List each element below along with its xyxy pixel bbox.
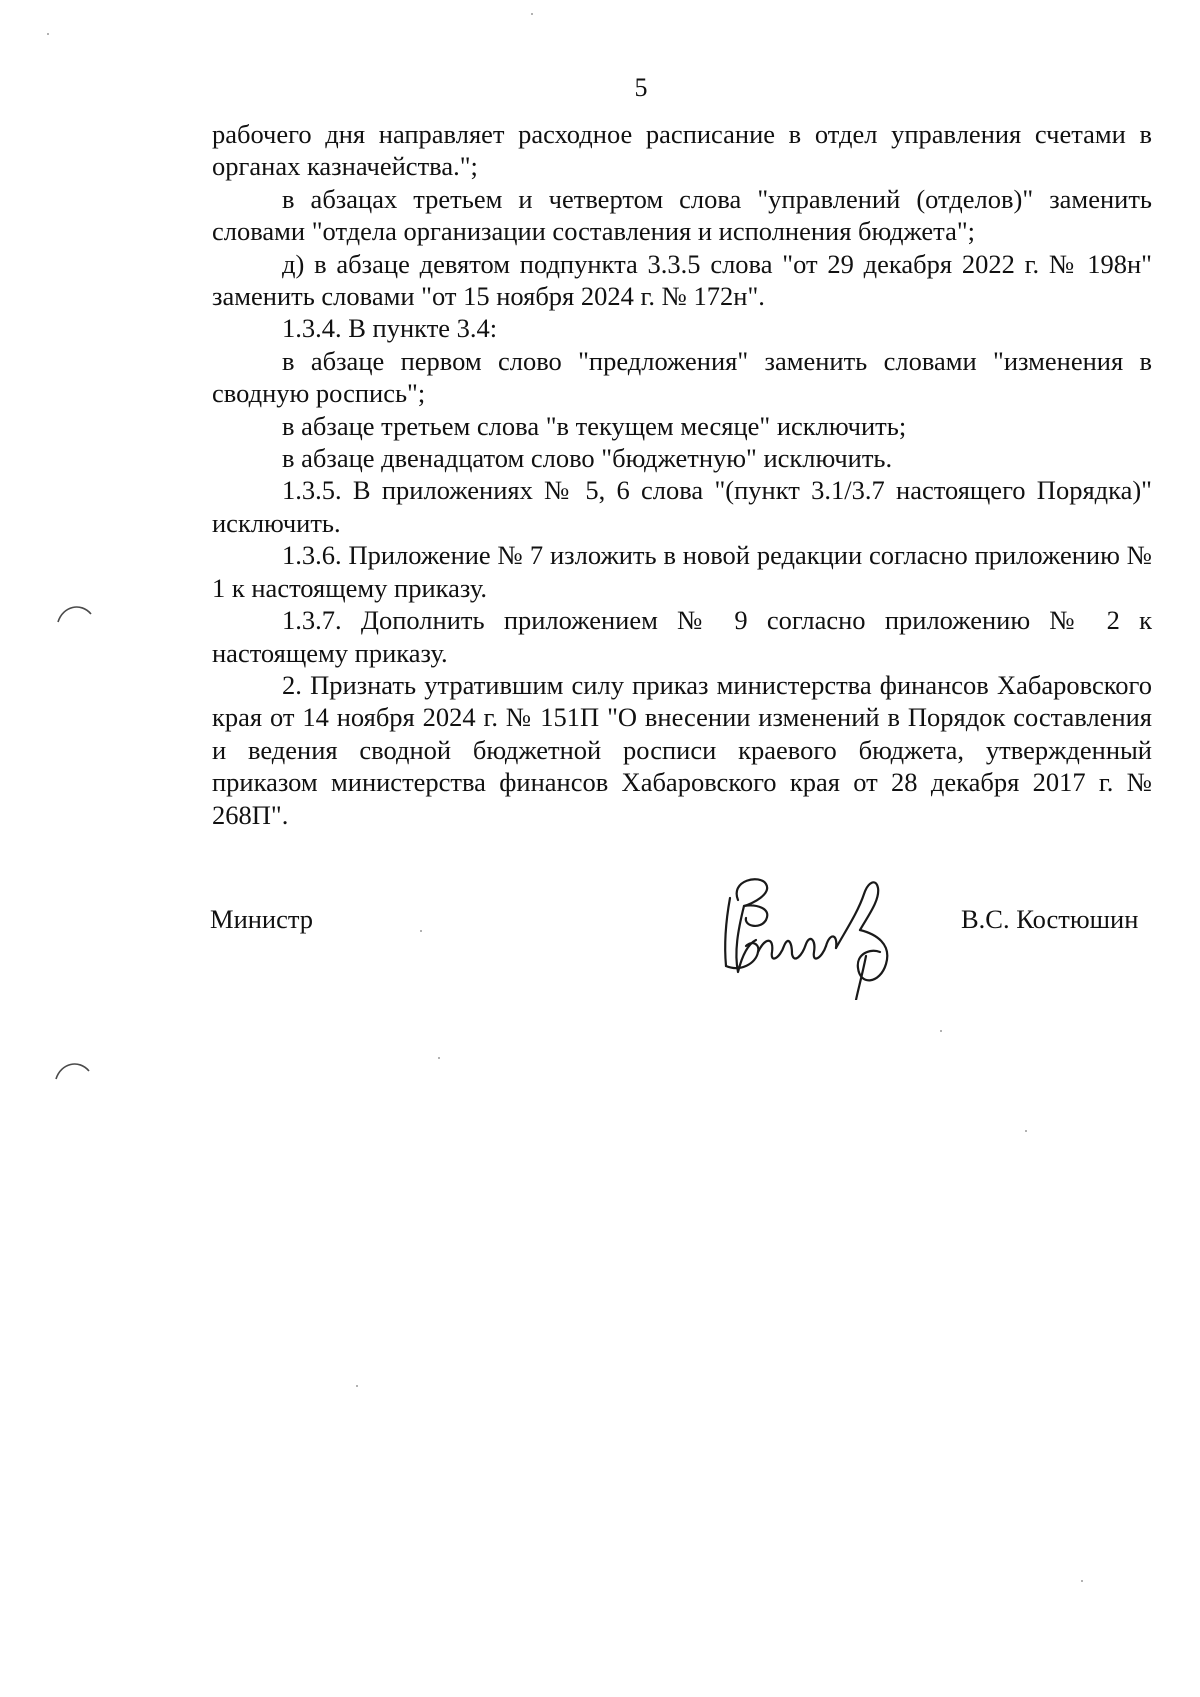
signatory-name: В.С. Костюшин [961,904,1139,934]
scan-speck [47,33,49,35]
paragraph-8: 1.3.5. В приложениях № 5, 6 слова "(пункт 3.1/3.7 настоящего Порядка)" исключить. [212,475,1152,538]
paragraph-3: д) в абзаце девятом подпункта 3.3.5 слова "от 29 декабря 2022 г. № 198н" заменить словами "от 15 ноября 2024 г. № 172н". [212,248,1152,312]
scan-speck [438,1057,440,1059]
paragraph-9: 1.3.6. Приложение № 7 изложить в новой редакции согласно приложению № 1 к настоящему приказу. [212,540,1152,603]
paragraph-7: в абзаце двенадцатом слово "бюджетную" исключить. [282,443,893,474]
paragraph-2: в абзацах третьем и четвертом слова "управлений (отделов)" заменить словами "отдела организации составления и исполнения бюджета"; [212,183,1152,247]
page-number: 5 [634,73,648,102]
document-body [212,118,1152,831]
signatory-title: Министр [210,904,314,934]
paragraph-4: 1.3.4. В пункте 3.4: [282,313,498,344]
scan-speck [1025,1130,1027,1132]
paragraph-5: в абзаце первом слово "предложения" заменить словами "изменения в сводную роспись"; [212,345,1152,409]
scan-speck [356,1385,358,1387]
scan-speck [420,930,422,932]
scan-speck [531,13,533,15]
signature-block [0,860,1200,1000]
paragraph-10: 1.3.7. Дополнить приложением № 9 согласно приложению № 2 к настоящему приказу. [212,605,1152,668]
punch-hole-mark [55,600,95,624]
paragraph-6: в абзаце третьем слова "в текущем месяце" исключить; [282,410,907,441]
scan-speck [1081,1580,1083,1582]
paragraph-11: 2. Признать утратившим силу приказ министерства финансов Хабаровского края от 14 ноября 2024 г. № 151П "О внесении изменений в Порядок составления и ведения сводной бюджетной росписи краевого бюджета, утвержденный приказом министерства финансов Хабаровского края от 28 декабря 2017 г. № 268П". [212,669,1152,830]
handwritten-signature [700,860,910,1000]
punch-hole-mark [53,1057,93,1081]
paragraph-1: рабочего дня направляет расходное расписание в отдел управления счетами в органах казначейства."; [212,119,1152,182]
scan-speck [940,1030,942,1032]
